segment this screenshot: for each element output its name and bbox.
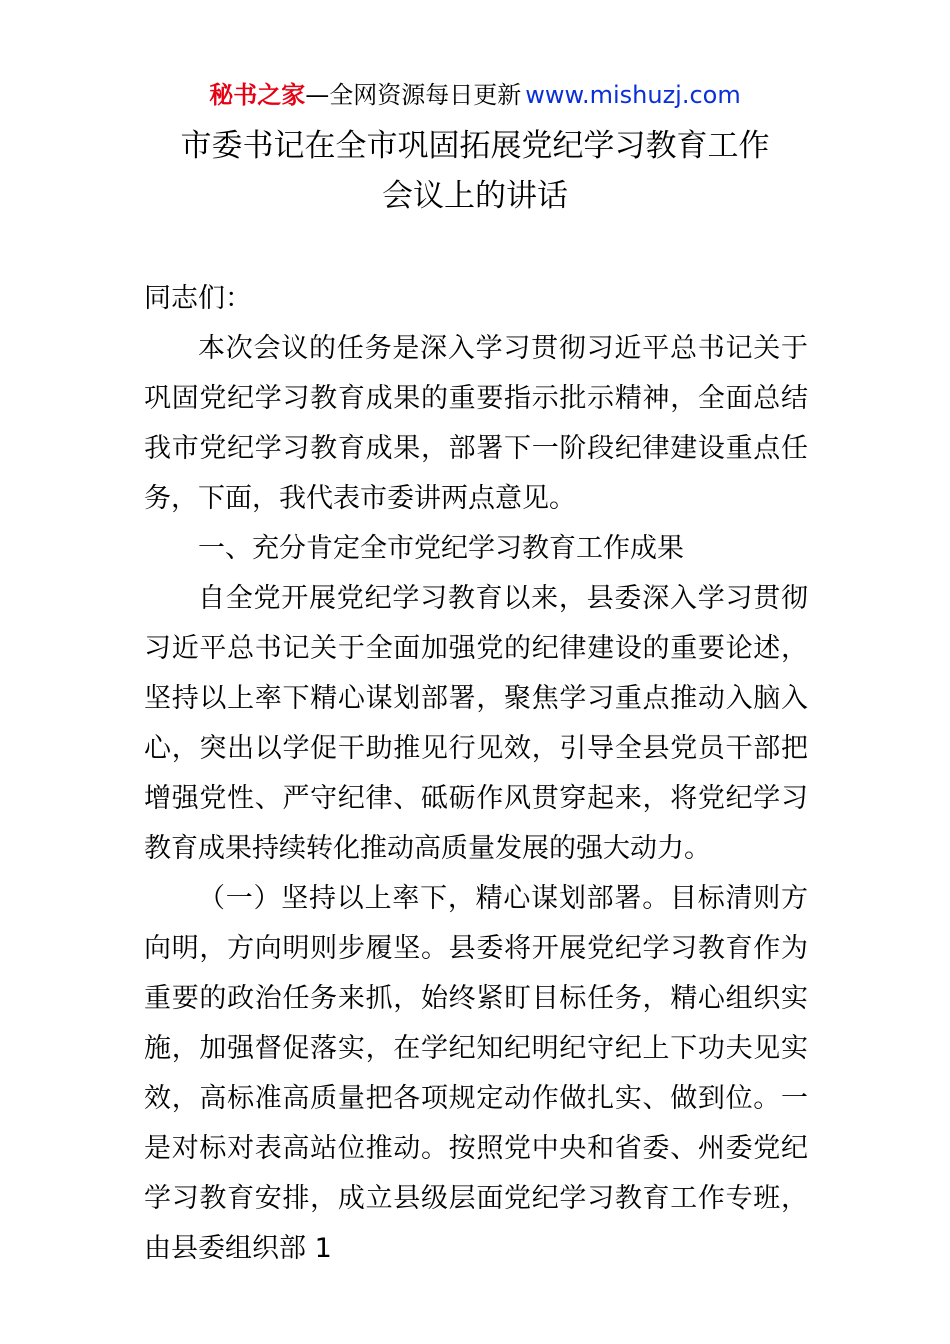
paragraph-subsection-1: （一）坚持以上率下，精心谋划部署。目标清则方向明，方向明则步履坚。县委将开展党纪学习教育作为重要的政治任务来抓，始终紧盯目标任务，精心组织实施，加强督促落实，在学纪知纪明纪守纪上下功夫见实效，高标准高质量把各项规定动作做扎实、做到位。一是对标对表高站位推动。按照党中央和省委、州委党纪学习教育安排，成立县级层面党纪学习教育工作专班，由县委组织部 1 bbox=[144, 883, 808, 1264]
header-tagline: —全网资源每日更新 bbox=[305, 81, 522, 109]
document-title-line-1: 市委书记在全市巩固拓展党纪学习教育工作 bbox=[180, 128, 770, 164]
salutation: 同志们： bbox=[144, 283, 252, 314]
document-title-line-2: 会议上的讲话 bbox=[382, 178, 568, 214]
site-header bbox=[0, 78, 950, 112]
document-body bbox=[144, 274, 808, 1274]
site-url-link[interactable]: www.mishuzj.com bbox=[525, 81, 741, 109]
paragraph-intro: 本次会议的任务是深入学习贯彻习近平总书记关于巩固党纪学习教育成果的重要指示批示精神，全面总结我市党纪学习教育成果，部署下一阶段纪律建设重点任务，下面，我代表市委讲两点意见。 bbox=[144, 333, 808, 514]
brand-name: 秘书之家 bbox=[209, 81, 306, 109]
paragraph-achievements: 自全党开展党纪学习教育以来，县委深入学习贯彻习近平总书记关于全面加强党的纪律建设的重要论述，坚持以上率下精心谋划部署，聚焦学习重点推动入脑入心，突出以学促干助推见行见效，引导全县党员干部把增强党性、严守纪律、砥砺作风贯穿起来，将党纪学习教育成果持续转化推动高质量发展的强大动力。 bbox=[144, 583, 808, 864]
section-heading: 一、充分肯定全市党纪学习教育工作成果 bbox=[198, 533, 684, 564]
